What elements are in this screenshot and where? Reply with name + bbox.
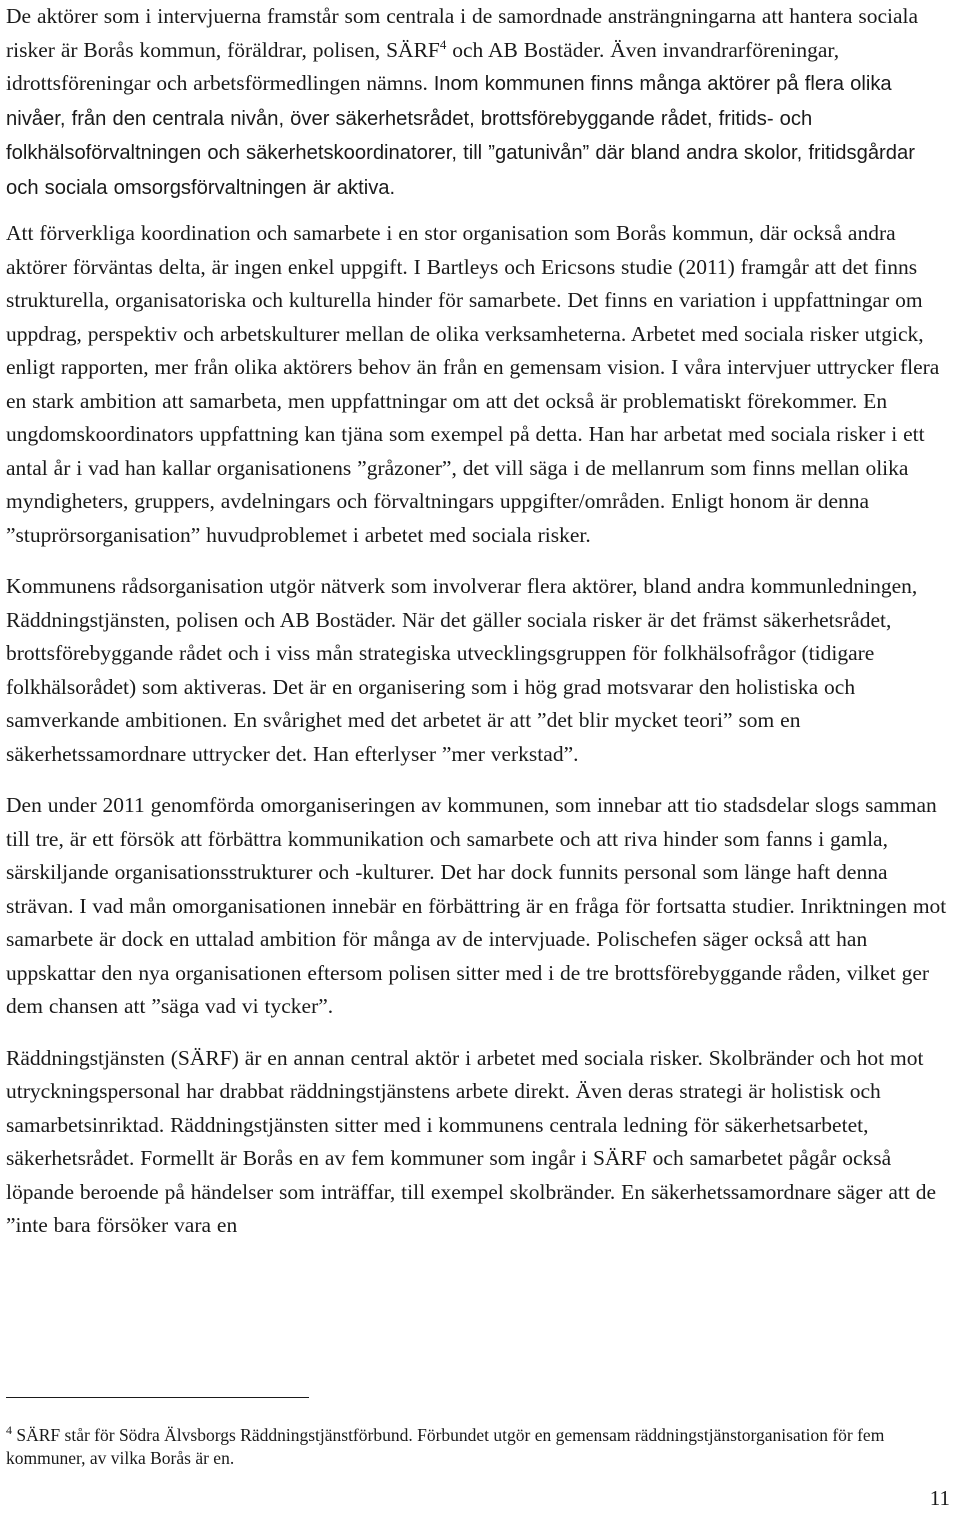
paragraph-coordination: Att förverkliga koordination och samarbete i en stor organisation som Borås kommun, där också andra aktörer förväntas delta, är ingen enkel uppgift. I Bartleys och Ericsons studie (2011) framgår att det finns strukturella, organisatoriska och kulturella hinder för samarbete. Det finns en variation i uppfattningar om uppdrag, perspektiv och arbetskulturer mellan de olika verksamheterna. Arbetet med sociala risker utgick, enligt rapporten, mer från olika aktörers behov än från en gemensam vision. I våra intervjuer uttrycker flera en stark ambition att samarbeta, men uppfattningar om att det också är problematiskt förekommer. En ungdomskoordinators uppfattning kan tjäna som exempel på detta. Han har arbetat med sociala risker i ett antal år i vad han kallar organisationens ”gråzoner”, det vill säga i de mellanrum som finns mellan olika myndigheters, gruppers, avdelningars och förvaltningars uppgifter/områden. Enligt honom är denna ”stuprörsorganisation” huvudproblemet i arbetet med sociala risker. bbox=[6, 221, 940, 547]
paragraph-rescue-service: Räddningstjänsten (SÄRF) är en annan central aktör i arbetet med sociala risker. Skolbränder och hot mot utryckningspersonal har drabbat räddningstjänstens arbete direkt. Även deras strategi är holistisk och samarbetsinriktad. Räddningstjänsten sitter med i kommunens centrala ledning för säkerhetsarbetet, säkerhetsrådet. Formellt är Borås en av fem kommuner som ingår i SÄRF och samarbetet pågår också löpande beroende på händelser som inträffar, till exempel skolbränder. En säkerhetssamordnare säger att de ”inte bara försöker vara en bbox=[6, 1045, 936, 1237]
footnote-divider bbox=[6, 1397, 309, 1398]
paragraph-actors-text-c: Inom kommunen finns många aktörer på flera olika nivåer, från den centrala nivån, över säkerhetsrådet, brottsförebyggande rådet, fritids- och folkhälsoförvaltningen och säkerhetskoordinatorer, till ”gatunivån” där bland andra skolor, fritidsgårdar och sociala omsorgsförvaltningen är aktiva. bbox=[6, 73, 915, 199]
paragraph-actors-text-b: och AB Bostäder. Även invandrarföreningar, idrottsföreningar och arbetsförmedlingen nämns. bbox=[6, 37, 840, 95]
page-number: 11 bbox=[929, 1486, 950, 1510]
paragraph-reorganisation: Den under 2011 genomförda omorganiseringen av kommunen, som innebar att tio stadsdelar slogs samman till tre, är ett försök att förbättra kommunikation och samarbete och att riva hinder som fanns i gamla, särskiljande organisationsstrukturer och -kulturer. Det har dock funnits personal som länge haft denna strävan. I vad mån omorganisationen innebär en förbättring är en fråga för fortsatta studier. Inriktningen mot samarbete är dock en uttalad ambition för många av de intervjuade. Polischefen säger också att han uppskattar den nya organisationen eftersom polisen sitter med i de tre brottsförebyggande råden, vilket ger dem chansen att ”säga vad vi tycker”. bbox=[6, 793, 947, 1018]
paragraph-council-organisation: Kommunens rådsorganisation utgör nätverk som involverar flera aktörer, bland andra kommunledningen, Räddningstjänsten, polisen och AB Bostäder. När det gäller sociala risker är det främst säkerhetsrådet, brottsförebyggande rådet och i viss mån strategiska utvecklingsgruppen för folkhälsofrågor (tidigare folkhälsorådet) som aktiveras. Det är en organisering som i hög grad motsvarar den holistiska och samverkande ambitionen. En svårighet med det arbetet är att ”det blir mycket teori” som en säkerhetssamordnare uttrycker det. Han efterlyser ”mer verkstad”. bbox=[6, 574, 918, 766]
document-page bbox=[6, 0, 951, 1243]
paragraph-actors-text-a: De aktörer som i intervjuerna framstår som centrala i de samordnade ansträngningarna att hantera sociala risker är Borås kommun, föräldrar, polisen, SÄRF bbox=[6, 4, 919, 62]
footnote-reference[interactable]: 4 bbox=[439, 36, 447, 52]
footnote-text: SÄRF står för Södra Älvsborgs Räddningstjänstförbund. Förbundet utgör en gemensam räddningstjänstorganisation för fem kommuner, av vilka Borås är en. bbox=[6, 1425, 885, 1468]
footnote-number: 4 bbox=[6, 1423, 12, 1438]
paragraph-actors bbox=[6, 0, 951, 205]
footnote bbox=[6, 1424, 906, 1470]
